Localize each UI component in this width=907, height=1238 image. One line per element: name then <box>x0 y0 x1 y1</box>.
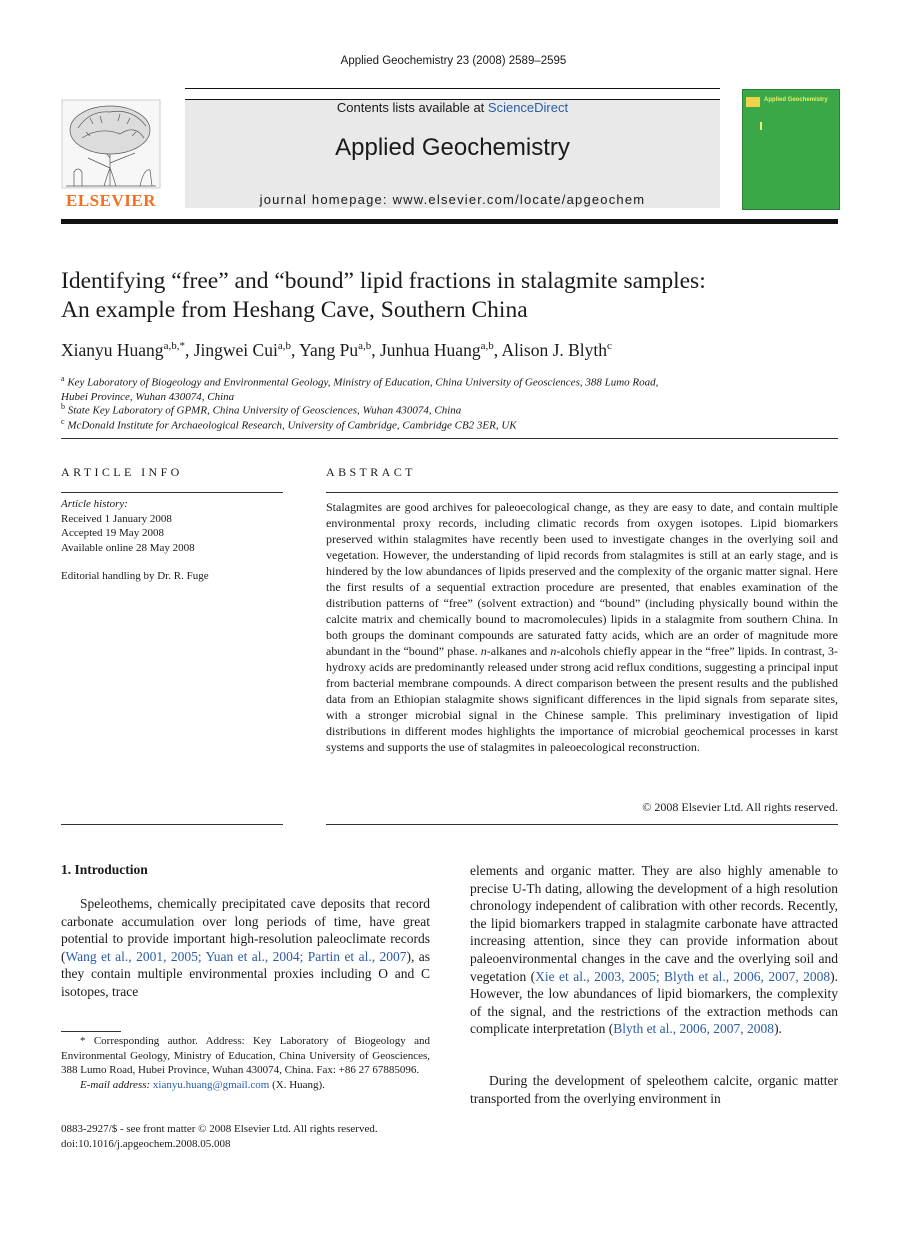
affiliation-c <box>61 415 841 433</box>
body-text: ). However, the low abundances of lipid biomarkers, the complexity of the signal, and the restrictions of the extraction methods can complicate interpretation ( <box>470 968 838 1037</box>
body-text: ). <box>774 1021 782 1037</box>
received-date: Received 1 January 2008 <box>61 512 172 525</box>
homepage-url[interactable]: www.elsevier.com/locate/apgeochem <box>392 192 646 207</box>
email-link[interactable]: xianyu.huang@gmail.com <box>152 1078 270 1091</box>
author-name: Jingwei Cui <box>193 340 278 360</box>
contents-prefix: Contents lists available at <box>336 100 488 115</box>
cover-title: Applied Geochemistry <box>764 97 828 103</box>
online-date: Available online 28 May 2008 <box>61 541 195 554</box>
title-line-2: An example from Heshang Cave, Southern China <box>61 297 528 323</box>
journal-homepage <box>185 192 720 207</box>
citation-link[interactable]: Blyth et al., 2006, 2007, 2008 <box>613 1021 775 1037</box>
article-title <box>61 267 841 325</box>
sciencedirect-link[interactable]: ScienceDirect <box>487 100 569 115</box>
affil-sup: b <box>61 402 65 411</box>
body-text: elements and organic matter. They are also highly amenable to precise U-Th dating, allowing the development of a high resolution chronology independent of calibration with other records. Recently, the lipid biomarkers trapped in stalagmite carbonate have attracted increasing attention, since they can provide information about paleoenvironmental changes in the cave and the overlying soil and vegetation ( <box>470 863 838 984</box>
affil-text: State Key Laboratory of GPMR, China University of Geosciences, Wuhan 430074, China <box>67 404 462 417</box>
email-label: E-mail address: <box>80 1078 153 1091</box>
author-sep: , <box>493 340 502 360</box>
abstract-copyright: © 2008 Elsevier Ltd. All rights reserved. <box>642 800 838 814</box>
affiliation-rule <box>61 438 838 439</box>
editorial-handling: Editorial handling by Dr. R. Fuge <box>61 570 209 582</box>
citation-link[interactable]: Xie et al., 2003, 2005; Blyth et al., 2006, 2007, 2008 <box>535 968 831 984</box>
abstract-italic: n <box>550 644 557 658</box>
intro-paragraph-2: During the development of speleothem calcite, organic matter transported from the overlying environment in <box>470 1073 838 1106</box>
corresponding-footnote <box>61 1034 430 1092</box>
info-rule-top <box>61 492 283 493</box>
journal-title: Applied Geochemistry <box>335 134 570 161</box>
citation-link[interactable]: Wang et al., 2001, 2005; Yuan et al., 2004; Partin et al., 2007 <box>65 948 407 964</box>
corresponding-star[interactable]: * <box>179 340 185 353</box>
affil-text: Key Laboratory of Biogeology and Environmental Geology, Ministry of Education, China University of Geosciences, 388 Lumo Road, <box>67 376 659 389</box>
running-head: Applied Geochemistry 23 (2008) 2589–2595 <box>340 55 567 67</box>
header-rule <box>61 219 838 224</box>
title-line-1: Identifying “free” and “bound” lipid fractions in stalagmite samples: <box>61 268 706 294</box>
email-suffix: (X. Huang). <box>269 1078 325 1091</box>
author-sup: c <box>607 340 612 353</box>
section-heading-introduction: 1. Introduction <box>61 862 148 877</box>
doi-line[interactable]: doi:10.1016/j.apgeochem.2008.05.008 <box>61 1137 231 1150</box>
author-sup: a,b, <box>163 340 180 353</box>
journal-cover <box>742 89 840 210</box>
affil-text-cont: Hubei Province, Wuhan 430074, China <box>61 390 235 403</box>
abstract-heading: ABSTRACT <box>326 465 416 479</box>
author-name: Alison J. Blyth <box>501 340 608 360</box>
author-sup: a,b <box>480 340 494 353</box>
affil-sup: c <box>61 417 65 426</box>
body-text: Speleothems, chemically precipitated cave deposits that record carbonate accumulation over long periods of time, have great potential to provide important high-resolution paleoclimate records ( <box>61 896 430 964</box>
article-history <box>61 497 283 584</box>
footnote-star: * <box>80 1035 86 1047</box>
info-rule-bottom <box>61 824 283 825</box>
front-matter-info <box>61 1122 430 1151</box>
footnote-rule <box>61 1031 121 1032</box>
abstract-rule-top <box>326 492 838 493</box>
abstract-part: -alcohols chiefly appear in the “free” lipids. In contrast, 3-hydroxy acids are predominantly released under strong acid reflux conditions, suggesting a principal input from bacterial membrane compounds. A direct comparison between the present results and the published data from an Ethiopian stalagmite shows significant differences in the lipid signals from separate sites, with a stronger microbial signal in the Chinese sample. This preliminary investigation of lipid distributions in different modes highlights the importance of microbial geochemical processes in karst systems and supports the use of stalagmites in paleoecological reconstruction. <box>326 644 838 754</box>
abstract-text <box>326 499 838 755</box>
publisher-name: ELSEVIER <box>66 191 156 210</box>
intro-paragraph-1-cont <box>470 862 838 1038</box>
homepage-prefix: journal homepage: <box>259 192 393 207</box>
issn-line: 0883-2927/$ - see front matter © 2008 Elsevier Ltd. All rights reserved. <box>61 1123 378 1135</box>
intro-paragraph-1 <box>61 895 430 1001</box>
article-info-heading: ARTICLE INFO <box>61 465 183 479</box>
author-sep: , <box>290 340 300 360</box>
accepted-date: Accepted 19 May 2008 <box>61 527 164 539</box>
author-sup: a,b <box>358 340 372 353</box>
cover-mark <box>760 122 762 130</box>
footnote-text: Corresponding author. Address: Key Laboratory of Biogeology and Environmental Geology, Ministry of Education, China University of Geosciences, 388 Lumo Road, Hubei Province, Wuhan 430074, China. Fax: +86 27 67885096. <box>61 1035 430 1076</box>
author-sep: , <box>371 340 380 360</box>
banner-top-rule <box>185 88 720 89</box>
affil-text: McDonald Institute for Archaeological Research, University of Cambridge, Cambridge CB2 3ER, UK <box>67 419 517 432</box>
author-name: Junhua Huang <box>379 340 481 360</box>
author-sep: , <box>184 340 194 360</box>
body-text: ), as they contain multiple environmental proxies including O and C isotopes, trace <box>61 948 430 999</box>
abstract-rule-bottom <box>326 824 838 825</box>
author-sup: a,b <box>277 340 291 353</box>
cover-logo-bar <box>746 97 760 107</box>
affiliation-a <box>61 372 841 404</box>
author-name: Yang Pu <box>299 340 359 360</box>
author-list <box>61 340 841 361</box>
abstract-part: -alkanes and <box>486 644 551 658</box>
history-label: Article history: <box>61 498 128 510</box>
affil-sup: a <box>61 374 65 383</box>
contents-line <box>185 100 720 115</box>
author-name: Xianyu Huang <box>61 340 164 360</box>
abstract-part: Stalagmites are good archives for paleoecological change, as they are easy to date, and contain multiple environmental proxy records, including climatic records from oxygen isotopes. Lipid biomarkers preserved within stalagmites have recently been used to investigate changes in the overlying soil and vegetation. However, the understanding of lipid records from stalagmites is still at an early stage, and is hindered by the low abundances of lipids preserved and the complexity of the organic matter signal. Here the first results of a sequential extraction procedure are presented, that enables examination of the distribution patterns of “free” (solvent extraction) and “bound” (including physically bound within the calcite matrix and chemically bound to macromolecules) lipids in a stalagmite from southern China. In both groups the dominant compounds are saturated fatty acids, which are an order of magnitude more abundant in the “bound” phase. <box>326 500 838 658</box>
abstract-italic: n <box>480 644 487 658</box>
